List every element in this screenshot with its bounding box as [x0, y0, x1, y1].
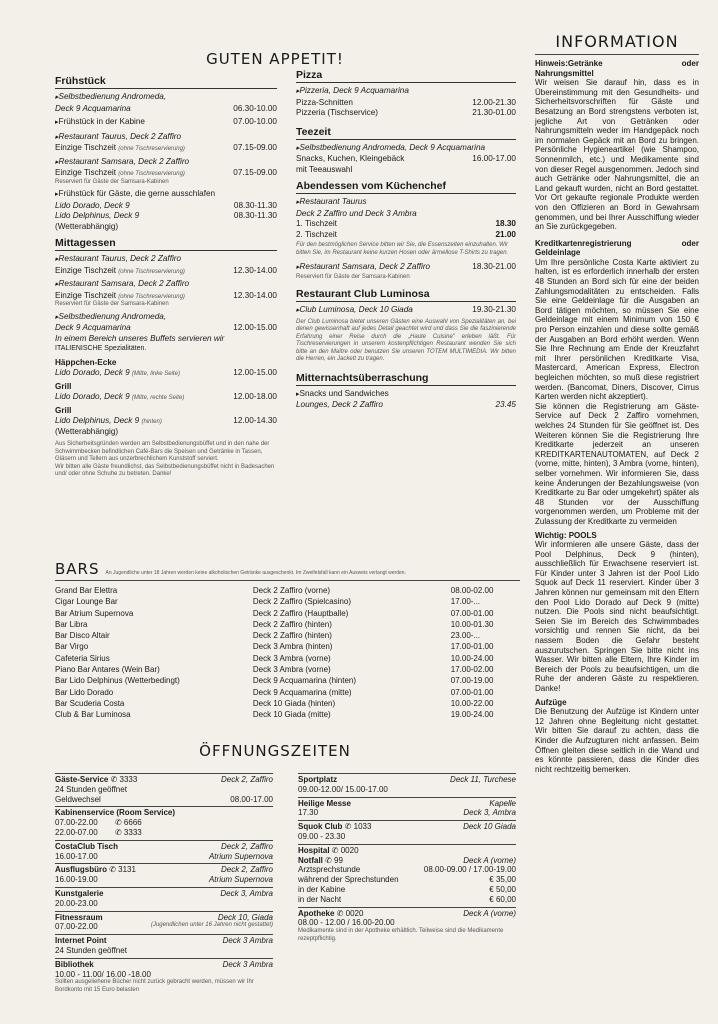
section-teezeit: Teezeit: [296, 126, 516, 140]
ab-e1d: 2. Tischzeit: [296, 229, 337, 239]
bar-deck: Deck 9 Acquamarina (mitte): [252, 687, 352, 697]
mi-e3t: 12.00-15.00: [233, 323, 277, 332]
hm-name: Heilige Messe: [298, 798, 351, 808]
sp-name: Sportplatz: [298, 775, 338, 784]
info-s2-b: oder: [681, 238, 699, 248]
sq-loc: Deck 10 Giada: [463, 822, 516, 832]
mi-e2t: 12.30-14.00: [233, 290, 277, 300]
sp-t: 09.00-12.00/ 15.00-17.00: [298, 784, 388, 794]
ab-loc: Deck 2, Zaffiro: [220, 865, 273, 875]
mn-e1a: ▸ Snacks und Sandwiches: [296, 389, 516, 401]
kg-t: 20.00-23.00: [55, 898, 98, 908]
bars-list: [55, 585, 520, 721]
tz-e1t: 16.00-17.00: [472, 154, 516, 163]
ab-name: Ausflugsbüro: [55, 865, 107, 875]
ks-l1: 07.00-22.00: [55, 818, 98, 828]
tz-e1c: mit Teeauswahl: [296, 164, 353, 174]
pz-e1c: Pizzeria (Tischservice): [296, 108, 379, 117]
food-left-column: [55, 70, 277, 479]
ab-e2t: 18.30-21.00: [472, 262, 516, 271]
mi-e1n: (ohne Tischreservierung): [118, 268, 185, 275]
bar-name: Bar Scuderia Costa: [55, 698, 125, 708]
mi-e5t: 12.00-18.00: [233, 392, 277, 401]
info-s4-a: Aufzüge: [535, 697, 567, 707]
fr-e5ct: 08.30-11.30: [233, 211, 277, 220]
mi-e4a: Häppchen-Ecke: [55, 357, 117, 367]
bar-deck: Deck 3 Ambra (hinten): [252, 642, 333, 652]
fr-loc: Deck 10, Giada: [217, 912, 273, 922]
bar-name: Bar Virgo: [55, 642, 89, 652]
bar-deck: Deck 2 Zaffiro (Spielcasino): [252, 597, 351, 607]
oeffnungszeiten-title: ÖFFNUNGSZEITEN: [199, 742, 351, 760]
fr-e1t: 06.30-10.00: [233, 103, 277, 113]
mi-e3b: Deck 9 Acquamarina: [55, 323, 131, 332]
oeff-left-column: [55, 773, 273, 996]
bi-t: 10.00 - 11.00/ 16.00 -18.00: [55, 969, 151, 979]
information-title: INFORMATION: [555, 32, 679, 51]
fr-e2a: ▸ Frühstück in der Kabine: [55, 117, 229, 129]
mi-e6b: Lido Delphinus, Deck 9: [55, 416, 140, 425]
bar-hours: 23.00-...: [450, 631, 481, 641]
pz-e1b: Pizza-Schnitten: [296, 97, 353, 107]
mi-e6n: (hinten): [141, 419, 162, 425]
bar-row: [55, 687, 520, 698]
fr-e3n: (ohne Tischreservierung): [118, 146, 185, 152]
fr-e1a: ▸ Selbstbedienung Andromeda,: [55, 92, 277, 104]
info-s2-c: Geldeinlage: [535, 248, 581, 258]
bar-row: [55, 608, 520, 619]
mi-e6a: Grill: [55, 405, 72, 415]
bar-hours: 07.00-19.00: [450, 676, 494, 686]
info-s1-b: oder: [681, 59, 699, 68]
info-s2-text1: Um Ihre persönliche Costa Karte aktiviert zu halten, ist es erforderlich innerhalb der ersten 48 Stunden an Bord sich für eine der beiden Zahlungsmodalitäten zu entscheiden. Falls Sie eine Geldeinlage für die Ausgaben an Bord tätigen möchten, so müssen Sie eine Geldeinlage mit einem Minimum von 150 € pro Person einzahlen und diese sollte gemäß der Ausgaben an Bord erhöht werden. Wenn Sie Ihre Rechnung am Ende der Kreuzfahrt mit Ihrer persönlichen Kreditkarte Visa, Mastercard, American Express, Electron begleichen möchten, so muß diese registriert werden. (Bancomat, Diners, Discover, Cirrus Karten werden nicht akzeptiert).: [535, 257, 699, 402]
mi-e2s: Reserviert für Gäste der Samsara-Kabinen: [55, 301, 169, 307]
mi-e1a: ▸ Restaurant Taurus, Deck 2 Zaffiro: [55, 254, 277, 266]
mi-e4t: 12.00-15.00: [233, 368, 277, 377]
bar-row: [55, 653, 520, 664]
ho-name: Hospital: [298, 845, 330, 855]
ks-l2: 22.00-07.00: [55, 827, 98, 837]
mi-note1: Aus Sicherheitsgründen werden am Selbstbedienungsbüffet und in den nahe der Schwimmbecken befindlichen Café-Bars die Speisen und Getränke in Tassen, Gläsern und Tellern aus unzerbrechlichem Kunststoff serviert.: [55, 441, 270, 462]
mi-e1t: 12.30-14.00: [233, 265, 277, 275]
gs-l2: 24 Stunden geöffnet: [55, 784, 127, 794]
bar-deck: Deck 2 Zaffiro (hinten): [252, 631, 332, 641]
mi-e2b: Einzige Tischzeit: [55, 290, 116, 300]
p3-v: € 60,00: [489, 894, 516, 904]
bar-row: [55, 664, 520, 675]
fr-e4s: Reserviert für Gäste der Samsara-Kabinen: [55, 178, 169, 185]
fr-e1b: Deck 9 Acquamarina: [55, 103, 131, 113]
mi-e4n: (Mitte, linke Seite): [131, 371, 180, 377]
bi-name: Bibliothek: [55, 959, 94, 969]
fr-e3a: ▸ Restaurant Taurus, Deck 2 Zaffiro: [55, 132, 277, 144]
ip-name: Internet Point: [55, 936, 107, 946]
info-s4-text: Die Benutzung der Aufzüge ist Kindern unter 12 Jahren ohne Begleitung nicht gestattet. Wir bitten Sie darauf zu achten, dass die Kinder die Aufzugturen nicht anfassen. Beim Öffnen gleiten diese seitlich in die Wand und es könnte passieren, dass die Kinder dies nicht rechtzeitig bemerken.: [535, 707, 699, 774]
mi-e2n: (ohne Tischreservierung): [118, 293, 185, 300]
bar-deck: Deck 3 Ambra (vorne): [252, 653, 331, 663]
ab-e1a: ▸ Restaurant Taurus: [296, 197, 516, 209]
bar-hours: 07.00-01.00: [450, 687, 494, 697]
hm-t: 17.30: [298, 808, 319, 818]
mi-e6c: (Wetterabhängig): [55, 426, 119, 436]
tz-e1b: Snacks, Kuchen, Kleingebäck: [296, 154, 405, 163]
bar-row: [55, 630, 520, 641]
bar-deck: Deck 10 Giada (mitte): [252, 710, 331, 720]
mi-e3a: ▸ Selbstbedienung Andromeda,: [55, 312, 277, 324]
bar-name: Cigar Lounge Bar: [55, 597, 118, 607]
bar-hours: 10.00-01.30: [450, 619, 494, 629]
mi-e5a: Grill: [55, 381, 72, 391]
ap-name: Apotheke: [298, 908, 335, 918]
ks-l2p: ✆ 3333: [115, 827, 142, 837]
ap-t: 08.00 - 12.00 / 16.00-20.00: [298, 918, 395, 928]
bars-section: [55, 560, 520, 721]
bar-row: [55, 585, 520, 596]
p3-l: in der Nacht: [298, 894, 342, 904]
ab-e2s: Reserviert für Gäste der Samsara-Kabinen: [296, 273, 410, 280]
bar-row: [55, 619, 520, 630]
ho-phone: ✆ 0020: [331, 845, 359, 855]
section-abendessen: Abendessen vom Küchenchef: [296, 180, 516, 194]
mi-e5n: (Mitte, rechte Seite): [131, 395, 185, 401]
bar-name: Bar Libra: [55, 619, 88, 629]
tz-e1a: ▸ Selbstbedienung Andromeda, Deck 9 Acquamarina: [296, 143, 516, 155]
bars-title: BARS: [55, 560, 100, 578]
fr-e3t: 07.15-09.00: [233, 143, 277, 152]
as-l: Arztsprechstunde: [298, 865, 361, 875]
lu-e1t: 19.30-21.30: [472, 305, 516, 314]
gs-l3: Geldwechsel: [55, 794, 101, 804]
ip-t: 24 Stunden geöffnet: [55, 945, 127, 955]
fr-note: (Jugendlichen unter 16 Jahren nicht gestattet): [150, 922, 273, 929]
lu-e1n: Der Club Luminosa bietet unseren Gästen eine Auswahl von Spezialitäten an, bei denen gewissenhaft auf jedes Detail geachtet wird und dass Sie die faszinierende Erfahrung einer Reise durch die „Haute Cuisine" erleben läßt. Für Tischreservierungen in unserem kostenpflichtigen Restaurant wenden Sie sich bitte an den Maître oder benutzen Sie unseren TOTEM MULTIMEDIA. Wir bitten die Herren, ein Jackett zu tragen.: [296, 318, 516, 362]
kg-loc: Deck 3, Ambra: [220, 888, 273, 898]
section-pizza: Pizza: [296, 69, 516, 83]
bar-row: [55, 709, 520, 720]
bi-loc: Deck 3 Ambra: [222, 959, 273, 969]
bar-name: Bar Lido Delphinus (Wetterbedingt): [55, 676, 180, 686]
bar-name: Bar Lido Dorado: [55, 687, 114, 697]
mn-e1b: Lounges, Deck 2 Zaffiro: [296, 400, 383, 409]
gs-loc: Deck 2, Zaffiro: [220, 775, 273, 784]
bar-deck: Deck 2 Zaffiro (hinten): [252, 619, 332, 629]
oeff-right-column: [298, 773, 516, 945]
bi-note: Sollten ausgeliehene Bücher nicht zurück gebracht werden, müssen wir Ihr Bordkonto mit 15 Euro belasten: [55, 979, 254, 993]
bar-deck: Deck 9 Acquamarina (hinten): [252, 676, 357, 686]
bar-row: [55, 698, 520, 709]
bar-name: Bar Atrium Supernova: [55, 608, 134, 618]
ab-t: 16.00-19.00: [55, 875, 98, 885]
bar-name: Bar Disco Altair: [55, 631, 110, 641]
fr-e5bt: 08.30-11.30: [233, 200, 277, 210]
cc-t: 16.00-17.00: [55, 851, 98, 861]
food-middle-column: [296, 64, 516, 411]
ap-note: Medikamente sind in der Apotheke erhältlich. Teilweise sind die Medikamente rezeptpflichtig.: [298, 928, 504, 942]
mi-e3d: ITALIENISCHE Spezialitäten.: [55, 345, 147, 352]
guten-appetit-title: GUTEN APPETIT!: [206, 50, 344, 68]
bar-hours: 17.00-02.00: [450, 665, 494, 675]
bar-hours: 07.00-01.00: [450, 608, 494, 618]
mn-e1t: 23.45: [495, 400, 516, 409]
fr-e4t: 07.15-09.00: [233, 168, 277, 177]
sq-t: 09.00 - 23.30: [298, 831, 346, 841]
fr-name: Fitnessraum: [55, 912, 103, 922]
p2-v: € 50,00: [489, 884, 516, 894]
no-name: Notfall: [298, 855, 323, 865]
as-t: 08.00-09.00 / 17.00-19.00: [423, 865, 516, 875]
bar-hours: 17.00-...: [450, 597, 481, 607]
kg-name: Kunstgalerie: [55, 888, 104, 898]
info-s3-text: Wir informieren alle unsere Gäste, dass der Pool Delphinus, Deck 9 (hinten), ausschließlich für Erwachsene reserviert ist. Für Kinder unter 3 Jahren ist der Pool Lido Squok auf Deck 11 reserviert. Kinder über 3 Jahren können nur gemeinsam mit den Eltern den Pool Lido Dorado auf Deck 9 (mitte) nutzen. Die Pools sind nicht beaufsichtigt. Seien Sie im Bereich des Schwimmbades vorsichtig und rennen Sie nicht, da bei nassem Boden die Gefahr besteht auszurutschen. Springen Sie bitte nicht ins Wasser. Wir bitten alle Eltern, Ihre Kinder im Bereich der Pools zu beaufsichtigen, um die Ruhe der anderen Gäste zu respektieren. Danke!: [535, 540, 699, 693]
cc-name: CostaClub Tisch: [55, 841, 118, 851]
mi-note2: Wir bitten alle Gäste freundlichst, das Selbstbedienungsbüffet nicht in Badesachen und/ oder ohne Schuhe zu betreten. Danke!: [55, 463, 275, 477]
no-phone: ✆ 99: [325, 855, 343, 865]
mi-e1b: Einzige Tischzeit: [55, 265, 116, 275]
gs-l3t: 08.00-17.00: [230, 794, 273, 804]
mi-e4b: Lido Dorado, Deck 9: [55, 368, 130, 377]
ab-phone: ✆ 3131: [109, 865, 136, 875]
mi-e5b: Lido Dorado, Deck 9: [55, 392, 130, 401]
bar-hours: 08.00-02.00: [450, 586, 494, 595]
ab-e2a: ▸ Restaurant Samsara, Deck 2 Zaffiro: [296, 262, 468, 274]
hm-loc: Kapelle: [489, 798, 516, 808]
sq-name: Squok Club: [298, 822, 343, 832]
gs-name: Gäste-Service: [55, 775, 109, 784]
bar-hours: 10.00-24.00: [450, 653, 494, 663]
fr-t: 07.00-22.00: [55, 922, 98, 932]
bar-name: Grand Bar Elettra: [55, 586, 118, 595]
bar-hours: 10.00-22.00: [450, 698, 494, 708]
pz-e1bt: 12.00-21.30: [472, 97, 516, 107]
bar-row: [55, 675, 520, 686]
fr-e5b: Lido Dorado, Deck 9: [55, 200, 130, 210]
ks-name: Kabinenservice (Room Service): [55, 808, 176, 818]
bar-row: [55, 596, 520, 607]
fr-e5c: Lido Delphinus, Deck 9: [55, 211, 140, 220]
bar-deck: Deck 2 Zaffiro (vorne): [252, 586, 331, 595]
bar-hours: 17.00-01.00: [450, 642, 494, 652]
cc-loc: Deck 2, Zaffiro: [220, 841, 273, 851]
ks-l1p: ✆ 6666: [115, 818, 142, 828]
mi-e3c: In einem Bereich unseres Buffets servieren wir: [55, 333, 225, 343]
lu-e1a: ▸ Club Luminosa, Deck 10 Giada: [296, 305, 468, 317]
ap-loc: Deck A (vorne): [463, 908, 516, 918]
fr-e4b: Einzige Tischzeit: [55, 168, 116, 177]
info-s1-c: Nahrungsmittel: [535, 68, 594, 78]
hm-loc2: Deck 3, Ambra: [463, 808, 516, 818]
bar-row: [55, 641, 520, 652]
bar-deck: Deck 2 Zaffiro (Hauptballe): [252, 608, 349, 618]
bar-deck: Deck 3 Ambra (vorne): [252, 665, 331, 675]
section-fruehstueck: Frühstück: [55, 75, 277, 89]
bar-hours: 19.00-24.00: [450, 710, 494, 720]
section-luminosa: Restaurant Club Luminosa: [296, 288, 516, 302]
bars-note: An Jugendliche unter 18 Jahren werden keine alkoholischen Getränke ausgeschenkt. Im Zweifelsfall kann ein Ausweis verlangt werden.: [105, 570, 406, 576]
fr-e5a: ▸ Frühstück für Gäste, die gerne ausschlafen: [55, 189, 277, 201]
bar-deck: Deck 10 Giada (hinten): [252, 698, 336, 708]
ap-phone: ✆ 0020: [336, 908, 364, 918]
sp-loc: Deck 11, Turchese: [450, 775, 516, 784]
sq-phone: ✆ 1033: [344, 822, 372, 832]
section-mittagessen: Mittagessen: [55, 237, 277, 251]
fr-e4a: ▸ Restaurant Samsara, Deck 2 Zaffiro: [55, 157, 277, 169]
info-s1-text: Wir weisen Sie darauf hin, dass es in Übereinstimmung mit den Gesundheits- und Sicherheitsvorschriften für Gäste und Besatzung an Bord strengstens verboten ist, jegliche Art von Getränken oder Nahrungsmitteln weder im Handgepäck noch im normalen Gepäck mit an Bord zu bringen. Persönliche Hygieneartikel (wie Shampoo, Sonnenmilch, etc.) und Medikamente sind von dieser Regel ausgenommen. Jedoch sind auch Getränke oder Nahrungsmittel, die an Land gekauft wurden, nicht an Bord gestattet. Vor Ort gekaufte regionale Produkte werden von den Offizieren an Bord in Gewahrsam genommen, und bei Ihrer Ausschiffung wieder an Sie zurückgegeben.: [535, 78, 699, 232]
ab-e1b: Deck 2 Zaffiro und Deck 3 Ambra: [296, 208, 417, 218]
ip-loc: Deck 3 Ambra: [222, 936, 273, 946]
fr-e3b: Einzige Tischzeit: [55, 143, 116, 152]
fr-e5d: (Wetterabhängig): [55, 221, 119, 231]
ab-e1n: Für den bestmöglichen Service bitten wir Sie, die Essenszeiten einzuhalten. Wir bitten Sie, im Restaurant keine kurzen Hosen oder ärmellose T-Shirts zu tragen.: [296, 242, 509, 256]
pz-e1ct: 21.30-01.00: [472, 108, 516, 117]
ab-e1ct: 18.30: [495, 219, 516, 228]
fr-e4n: (ohne Tischreservierung): [118, 171, 185, 177]
mi-e2a: ▸ Restaurant Samsara, Deck 2 Zaffiro: [55, 279, 277, 291]
fr-e2t: 07.00-10.00: [233, 117, 277, 126]
gs-phone: ✆ 3333: [110, 775, 138, 784]
no-loc: Deck A (vorne): [463, 855, 516, 865]
section-mitternacht: Mitternachtsüberraschung: [296, 372, 516, 386]
ab-e1c: 1. Tischzeit: [296, 219, 337, 228]
information-column: [535, 32, 699, 774]
bar-name: Club & Bar Luminosa: [55, 710, 131, 720]
pz-e1a: ▸ Pizzeria, Deck 9 Acquamarina: [296, 86, 516, 98]
cc-loc2: Atrium Supernova: [208, 851, 273, 861]
p2-l: in der Kabine: [298, 884, 346, 894]
ab-loc2: Atrium Supernova: [208, 875, 273, 885]
info-s2-a: Kreditkartenregistrierung: [535, 238, 632, 248]
p1-l: während der Sprechstunden: [298, 875, 399, 885]
ab-e1dt: 21.00: [495, 229, 516, 239]
mi-e6t: 12.00-14.30: [233, 416, 277, 425]
info-s3-a: Wichtig: POOLS: [535, 530, 597, 540]
info-s2-text2: Sie können die Registrierung am Gäste-Service auf Deck 2 Zaffiro vornehmen, welches 24 Stunden für Sie geöffnet ist. Des Weiteren können Sie die Registrierung Ihre Kreditkarte jederzeit an unseren KREDITKARTENAUTOMATEN, auf Deck 2 (vorne, mitte, hinten), 3 Ambra (vorne, hinten), selber vornehmen. Wir informieren Sie, dass keine Änderungen der Bezahlungsweise (von Kreditkarte zu Bar oder umgekehrt) später als 48 Stunden vor der Ausschiffung vorgenommen werden, um Probleme mit der Zulassung der Kreditkarte zu vermeiden: [535, 401, 699, 526]
info-s1-a: Hinweis:Getränke: [535, 59, 603, 68]
p1-v: € 35,00: [489, 875, 516, 885]
bar-name: Piano Bar Antares (Wein Bar): [55, 665, 160, 675]
bar-name: Cafeteria Sirius: [55, 653, 110, 663]
